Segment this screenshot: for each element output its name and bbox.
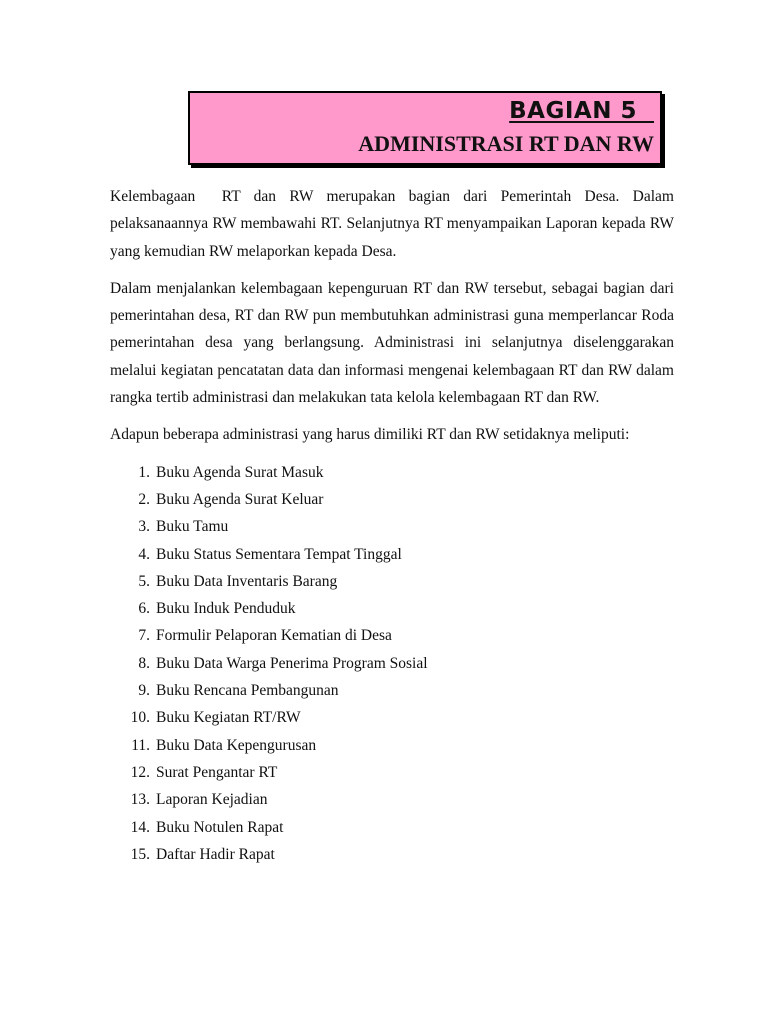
list-item-text: Buku Data Inventaris Barang — [156, 572, 338, 590]
list-item — [110, 677, 674, 704]
list-item-text: Daftar Hadir Rapat — [156, 845, 275, 863]
list-item — [110, 459, 674, 486]
list-item — [110, 650, 674, 677]
list-item — [110, 568, 674, 595]
list-item — [110, 486, 674, 513]
paragraph-list-intro: Adapun beberapa administrasi yang harus dimiliki RT dan RW setidaknya meliputi: — [110, 426, 630, 444]
list-item-number: 1. — [138, 463, 150, 481]
list-item-number: 14. — [130, 818, 150, 836]
list-item-number: 2. — [138, 490, 150, 508]
list-item-number: 7. — [138, 627, 150, 645]
list-item-number: 3. — [138, 518, 150, 536]
list-item — [110, 814, 674, 841]
list-item-text: Buku Rencana Pembangunan — [156, 682, 339, 700]
list-item-text: Buku Agenda Surat Masuk — [156, 463, 324, 481]
list-item — [110, 732, 674, 759]
list-item-text: Buku Data Warga Penerima Program Sosial — [156, 654, 428, 672]
list-item-number: 11. — [131, 736, 150, 754]
list-item — [110, 595, 674, 622]
list-item-text: Laporan Kejadian — [156, 791, 268, 809]
list-item-number: 13. — [130, 791, 150, 809]
list-item — [110, 622, 674, 649]
list-item-text: Buku Status Sementara Tempat Tinggal — [156, 545, 402, 563]
list-item — [110, 841, 674, 868]
chapter-title: ADMINISTRASI RT DAN RW — [358, 131, 654, 156]
list-item — [110, 513, 674, 540]
list-item — [110, 704, 674, 731]
list-item-text: Buku Agenda Surat Keluar — [156, 490, 324, 508]
paragraph-intro: Kelembagaan RT dan RW merupakan bagian dari Pemerintah Desa. Dalam pelaksanaannya RW membawahi RT. Selanjutnya RT menyampaikan Laporan kepada RW yang kemudian RW melaporkan kepada Desa. — [110, 188, 678, 260]
list-item-number: 15. — [130, 845, 150, 863]
administration-list — [110, 459, 674, 868]
list-item-number: 6. — [138, 600, 150, 618]
list-item — [110, 786, 674, 813]
list-item-text: Buku Kegiatan RT/RW — [156, 709, 301, 727]
chapter-number: BAGIAN 5 — [509, 98, 654, 124]
list-item-number: 9. — [138, 682, 150, 700]
list-item — [110, 759, 674, 786]
list-item-text: Buku Data Kepengurusan — [156, 736, 317, 754]
list-item-text: Buku Induk Penduduk — [156, 600, 296, 618]
paragraph-administration: Dalam menjalankan kelembagaan kepenguruan RT dan RW tersebut, sebagai bagian dari pemerintahan desa, RT dan RW pun membutuhkan administrasi guna memperlancar Roda pemerintahan desa yang berlangsung. Administrasi ini selanjutnya diselenggarakan melalui kegiatan pencatatan data dan informasi mengenai kelembagaan RT dan RW dalam rangka tertib administrasi dan melakukan tata kelola kelembagaan RT dan RW. — [110, 279, 678, 407]
list-item-number: 5. — [138, 572, 150, 590]
list-item-text: Buku Tamu — [156, 518, 229, 536]
list-item-number: 4. — [138, 545, 150, 563]
list-item-text: Surat Pengantar RT — [156, 763, 278, 781]
document-body — [110, 183, 678, 868]
list-item-number: 12. — [130, 763, 150, 781]
list-item-text: Formulir Pelaporan Kematian di Desa — [156, 627, 392, 645]
list-item-number: 8. — [138, 654, 150, 672]
chapter-header-box — [188, 91, 662, 165]
list-item-number: 10. — [130, 709, 150, 727]
list-item-text: Buku Notulen Rapat — [156, 818, 284, 836]
list-item — [110, 541, 674, 568]
